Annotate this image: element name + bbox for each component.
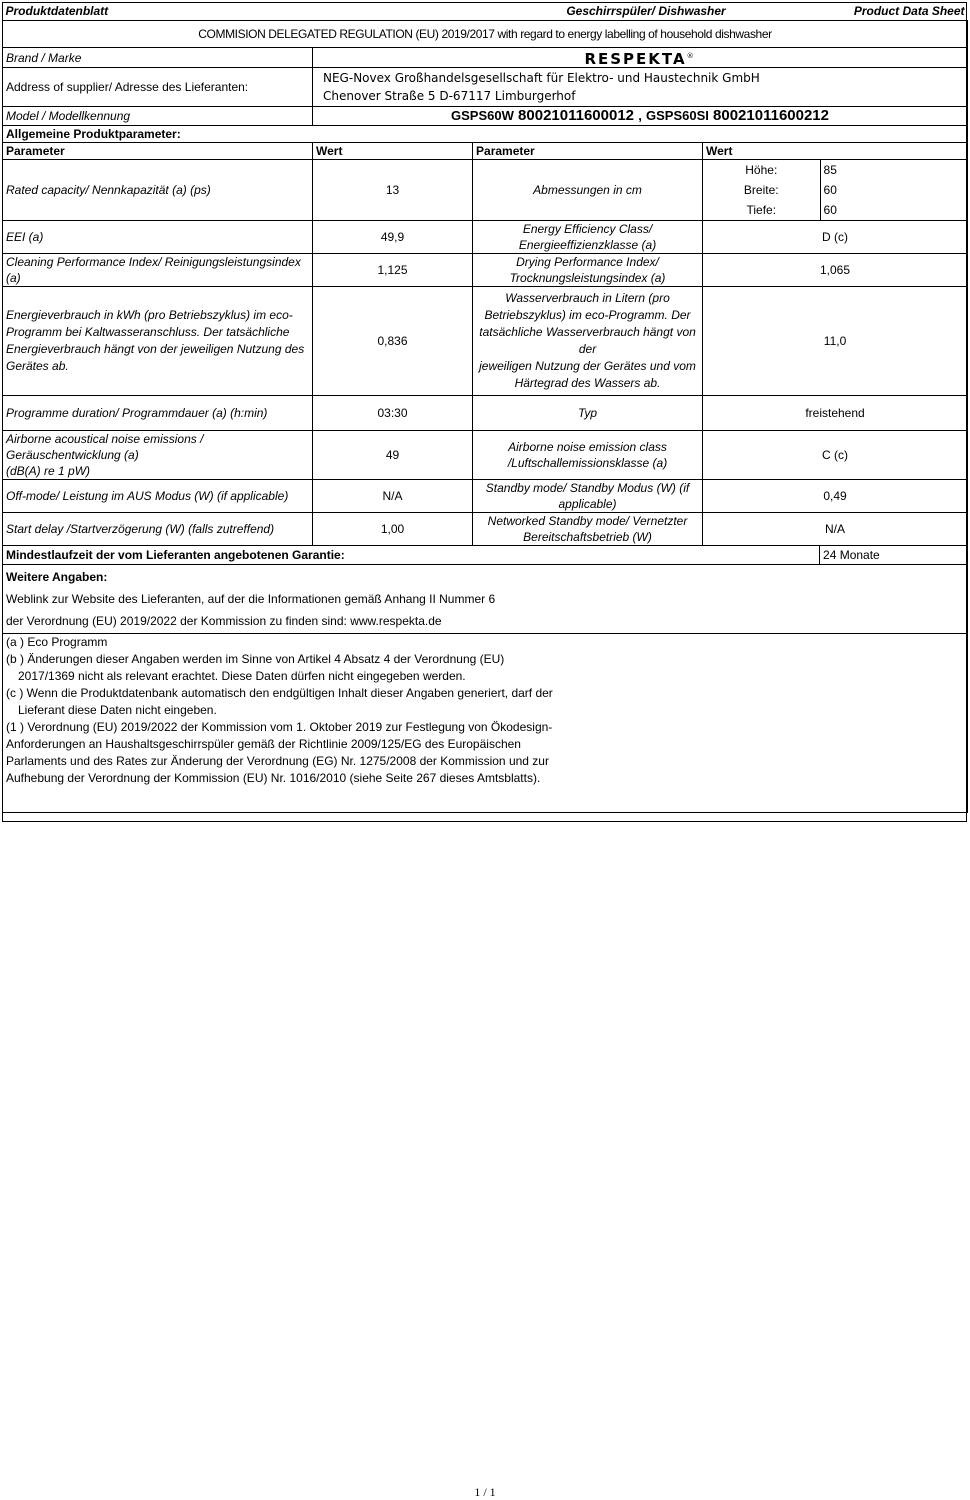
note-b-2: 2017/1369 nicht als relevant erachtet. Diese Daten dürfen nicht eingegeben werden. <box>18 669 466 683</box>
model-label: Model / Modellkennung <box>3 107 313 126</box>
networked-standby-value: N/A <box>703 513 968 546</box>
duration-row <box>3 396 968 431</box>
networked-standby-label-2: Bereitschaftsbetrieb (W) <box>523 530 652 544</box>
energy-label-3: Energieverbrauch hängt von der jeweiligen Nutzung des <box>6 342 305 356</box>
noise-class-label-1: Airborne noise emission class <box>508 440 667 454</box>
supplier-label: Address of supplier/ Adresse des Lieferanten: <box>3 68 313 107</box>
header-center: Geschirrspüler/ Dishwasher <box>473 2 820 21</box>
energy-row <box>3 287 968 396</box>
model-identifiers <box>313 107 968 126</box>
cleaning-row <box>3 254 968 287</box>
further-info <box>3 565 968 634</box>
model-row <box>3 107 968 126</box>
column-header-row <box>3 143 968 160</box>
water-value: 11,0 <box>703 287 968 396</box>
note-1-3: Parlaments und des Rates zur Änderung der Verordnung (EG) Nr. 1275/2008 der Kommission und zur <box>6 754 549 768</box>
model-separator: , <box>638 108 642 123</box>
regulation-row <box>3 21 968 48</box>
supplier-address <box>313 68 968 107</box>
type-label: Typ <box>473 396 703 431</box>
energy-label-1: Energieverbrauch in kWh (pro Betriebszyklus) im eco- <box>6 308 293 322</box>
noise-label-1: Airborne acoustical noise emissions / Geräuschentwicklung (a) <box>6 432 204 462</box>
water-label-2: Betriebszyklus) im eco-Programm. Der <box>484 308 691 322</box>
general-row <box>3 126 968 143</box>
networked-standby-label <box>473 513 703 546</box>
further-line-2: der Verordnung (EU) 2019/2022 der Kommission zu finden sind: www.respekta.de <box>6 614 442 628</box>
dimensions-label: Abmessungen in cm <box>473 160 703 221</box>
standby-value: 0,49 <box>703 480 968 513</box>
height-value: 85 <box>823 163 837 177</box>
col-wert-2: Wert <box>703 143 968 160</box>
brand-logo <box>313 48 968 68</box>
note-c-1: (c ) Wenn die Produktdatenbank automatisch den endgültigen Inhalt dieser Angaben generiert, darf der <box>6 686 553 700</box>
further-line-1: Weblink zur Website des Lieferanten, auf der die Informationen gemäß Anhang II Nummer 6 <box>6 592 496 606</box>
eei-label: EEI (a) <box>3 221 313 254</box>
general-title: Allgemeine Produktparameter: <box>3 126 968 143</box>
energy-label-2: Programm bei Kaltwasseranschluss. Der tatsächliche <box>6 325 290 339</box>
energy-label-4: Gerätes ab. <box>6 359 69 373</box>
standby-label-2: applicable) <box>558 497 617 511</box>
drying-value: 1,065 <box>703 254 968 287</box>
warranty-value: 24 Monate <box>820 546 968 565</box>
energy-value: 0,836 <box>313 287 473 396</box>
dimensions-values <box>703 160 968 221</box>
delay-label: Start delay /Startverzögerung (W) (falls zutreffend) <box>3 513 313 546</box>
height-label: Höhe: <box>703 160 820 180</box>
page-number: 1 / 1 <box>474 1485 496 1499</box>
type-value: freistehend <box>703 396 968 431</box>
noise-class-value: C (c) <box>703 431 968 480</box>
width-label: Breite: <box>703 180 820 200</box>
depth-label: Tiefe: <box>703 200 820 220</box>
supplier-row <box>3 68 968 107</box>
noise-row <box>3 431 968 480</box>
warranty-label: Mindestlaufzeit der vom Lieferanten angebotenen Garantie: <box>3 546 820 565</box>
capacity-label: Rated capacity/ Nennkapazität (a) (ps) <box>3 160 313 221</box>
brand-logo-text: RESPEKTA <box>584 50 687 68</box>
note-b-1: (b ) Änderungen dieser Angaben werden im Sinne von Artikel 4 Absatz 4 der Verordnung (EU) <box>6 652 505 666</box>
duration-value: 03:30 <box>313 396 473 431</box>
model-2-name: GSPS60SI <box>645 108 709 123</box>
delay-row <box>3 513 968 546</box>
supplier-line-2: Chenover Straße 5 D-67117 Limburgerhof <box>323 89 576 103</box>
header-row <box>3 2 968 21</box>
drying-label-2: Trocknungsleistungsindex (a) <box>509 271 666 285</box>
offmode-row <box>3 480 968 513</box>
brand-label: Brand / Marke <box>3 48 313 68</box>
model-1-number: 80021011600012 <box>518 107 635 124</box>
offmode-value: N/A <box>313 480 473 513</box>
cleaning-value: 1,125 <box>313 254 473 287</box>
notes-row <box>3 634 968 813</box>
water-label-1: Wasserverbrauch in Litern (pro <box>505 291 670 305</box>
networked-standby-label-1: Networked Standby mode/ Vernetzter <box>487 514 688 528</box>
drying-label <box>473 254 703 287</box>
footnotes <box>3 634 968 813</box>
offmode-label: Off-mode/ Leistung im AUS Modus (W) (if applicable) <box>3 480 313 513</box>
capacity-value: 13 <box>313 160 473 221</box>
registered-mark: ® <box>686 52 696 60</box>
note-1-2: Anforderungen an Haushaltsgeschirrspüler gemäß der Richtlinie 2009/125/EG des Europäischen <box>6 737 521 751</box>
noise-label-2: (dB(A) re 1 pW) <box>6 464 91 478</box>
standby-label-1: Standby mode/ Standby Modus (W) (if <box>485 481 690 495</box>
col-parameter-1: Parameter <box>3 143 313 160</box>
header-right: Product Data Sheet <box>820 2 968 21</box>
model-1-name: GSPS60W <box>451 108 514 123</box>
note-a: (a ) Eco Programm <box>6 635 108 649</box>
energy-class-label-2: Energieeffizienzklasse (a) <box>518 238 657 252</box>
further-title: Weitere Angaben: <box>6 570 108 584</box>
supplier-line-1: NEG-Novex Großhandelsgesellschaft für Elektro- und Haustechnik GmbH <box>323 71 760 85</box>
header-left: Produktdatenblatt <box>3 2 473 21</box>
water-label <box>473 287 703 396</box>
eei-row <box>3 221 968 254</box>
product-data-table <box>2 2 968 813</box>
regulation-text: COMMISION DELEGATED REGULATION (EU) 2019/2017 with regard to energy labelling of household dishwasher <box>3 21 968 48</box>
energy-class-label-1: Energy Efficiency Class/ <box>522 222 653 236</box>
energy-class-value: D (c) <box>703 221 968 254</box>
note-1-4: Aufhebung der Verordnung der Kommission (EU) Nr. 1016/2010 (siehe Seite 267 dieses Amtsblatts). <box>6 771 541 785</box>
note-c-2: Lieferant diese Daten nicht eingeben. <box>18 703 217 717</box>
further-row <box>3 565 968 634</box>
noise-class-label <box>473 431 703 480</box>
depth-value: 60 <box>823 203 837 217</box>
energy-class-label <box>473 221 703 254</box>
standby-label <box>473 480 703 513</box>
delay-value: 1,00 <box>313 513 473 546</box>
eei-value: 49,9 <box>313 221 473 254</box>
cleaning-label: Cleaning Performance Index/ Reinigungsleistungsindex (a) <box>3 254 313 287</box>
noise-value: 49 <box>313 431 473 480</box>
energy-label <box>3 287 313 396</box>
duration-label: Programme duration/ Programmdauer (a) (h:min) <box>3 396 313 431</box>
water-label-4: jeweiligen Nutzung der Gerätes und vom <box>479 359 696 373</box>
drying-label-1: Drying Performance Index/ <box>516 255 659 269</box>
capacity-row <box>3 160 968 221</box>
col-parameter-2: Parameter <box>473 143 703 160</box>
water-label-3: tatsächliche Wasserverbrauch hängt von der <box>479 325 696 356</box>
width-value: 60 <box>823 183 837 197</box>
noise-label <box>3 431 313 480</box>
noise-class-label-2: /Luftschallemissionsklasse (a) <box>507 456 668 470</box>
note-1-1: (1 ) Verordnung (EU) 2019/2022 der Kommission vom 1. Oktober 2019 zur Festlegung von Ökodesign- <box>6 720 553 734</box>
brand-row <box>3 48 968 68</box>
model-2-number: 80021011600212 <box>713 107 829 124</box>
water-label-5: Härtegrad des Wassers ab. <box>514 376 661 390</box>
col-wert-1: Wert <box>313 143 473 160</box>
warranty-row <box>3 546 968 565</box>
